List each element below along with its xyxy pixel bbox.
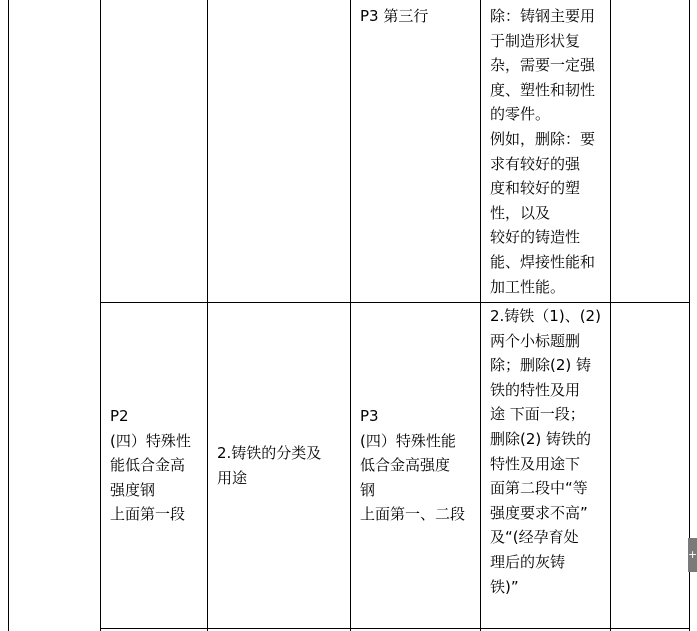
cell-line: 能、焊接性能和 bbox=[490, 252, 596, 271]
cell-line: 铁)” bbox=[490, 577, 519, 596]
table-border bbox=[350, 0, 351, 631]
cell-line: 性，以及 bbox=[490, 203, 551, 222]
table-border bbox=[610, 0, 611, 631]
row2-note bbox=[490, 304, 608, 599]
cell-line: 2.铸铁的分类及 bbox=[217, 444, 322, 462]
cell-line: 能低合金高 bbox=[110, 456, 186, 475]
table-border bbox=[480, 0, 481, 631]
cell-line: 两个小标题删 bbox=[490, 331, 581, 350]
table-border bbox=[689, 0, 690, 631]
cell-line: P3 bbox=[360, 407, 379, 425]
cell-line: 强度钢 bbox=[110, 480, 156, 499]
cell-line: 上面第一段 bbox=[110, 505, 186, 524]
cell-line: 例如，删除：要 bbox=[490, 129, 596, 148]
cell-line: 除：铸钢主要用 bbox=[490, 7, 596, 25]
table-border bbox=[207, 0, 208, 631]
cell-line: 用途 bbox=[217, 468, 248, 487]
cell-line: 删除(2) 铸铁的 bbox=[490, 429, 592, 448]
cell-line: (四）特殊性 bbox=[110, 431, 191, 450]
table-border bbox=[8, 0, 9, 631]
row2-page-ref bbox=[360, 404, 478, 527]
cell-line: 较好的铸造性 bbox=[490, 228, 581, 247]
cell-line: 途 下面一段； bbox=[490, 405, 585, 424]
cell-line: 钢 bbox=[360, 480, 376, 499]
cell-line: 强度要求不高” bbox=[490, 503, 588, 522]
plus-icon[interactable]: + bbox=[688, 538, 697, 572]
row2-orig-ref bbox=[110, 404, 206, 527]
cell-line: 度、塑性和韧性 bbox=[490, 80, 596, 99]
cell-line: 于制造形状复 bbox=[490, 31, 581, 50]
cell-line: 的零件。 bbox=[490, 105, 551, 124]
table-border bbox=[100, 0, 101, 631]
cell-line: 加工性能。 bbox=[490, 277, 566, 296]
cell-line: 求有较好的强 bbox=[490, 154, 581, 173]
cell-line: 上面第一、二段 bbox=[360, 505, 466, 524]
cell-line: 面第二段中“等 bbox=[490, 479, 588, 498]
cell-line: 杂，需要一定强 bbox=[490, 56, 596, 75]
cell-line: 理后的灰铸 bbox=[490, 552, 566, 571]
row1-page-ref bbox=[360, 4, 478, 29]
cell-line: 度和较好的塑 bbox=[490, 179, 581, 198]
cell-line: 除；删除(2) 铸 bbox=[490, 356, 592, 375]
cell-line: (四）特殊性能 bbox=[360, 431, 456, 450]
cell-line: 低合金高强度 bbox=[360, 456, 451, 475]
table-row-divider bbox=[100, 628, 690, 629]
table-row-divider bbox=[100, 302, 690, 303]
cell-line: 及“(经孕育处 bbox=[490, 528, 579, 547]
row2-section bbox=[217, 441, 349, 490]
row1-note bbox=[490, 4, 608, 299]
cell-line: 铁的特性及用 bbox=[490, 380, 581, 399]
cell-line: P3 第三行 bbox=[360, 7, 429, 25]
cell-line: P2 bbox=[110, 407, 129, 425]
cell-line: 特性及用途下 bbox=[490, 454, 581, 473]
cell-line: 2.铸铁（1)、(2) bbox=[490, 307, 601, 325]
